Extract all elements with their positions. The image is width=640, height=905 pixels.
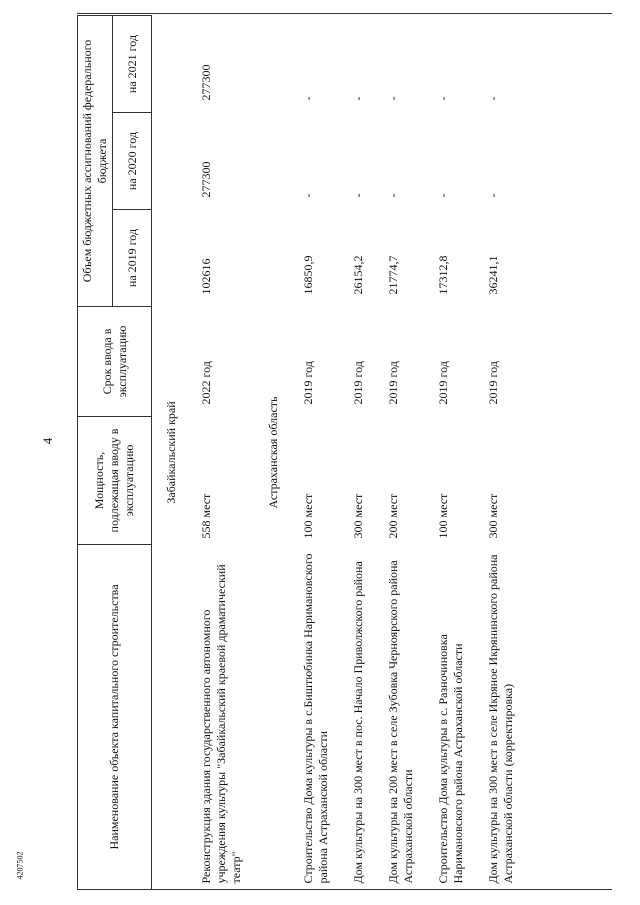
commissioning-date-cell: 2019 год	[436, 361, 450, 405]
construction-objects-table	[77, 15, 526, 890]
budget-2020-cell: -	[301, 193, 315, 198]
rotated-table-sheet	[77, 15, 612, 890]
budget-2021-cell: -	[386, 96, 400, 101]
budget-2021-cell: 277300	[199, 64, 213, 101]
object-name-cell: Дом культуры на 200 мест в селе Зубовка Черноярского района Астраханской области	[386, 560, 415, 884]
capacity-cell: 200 мест	[386, 493, 400, 539]
budget-2019-cell: 36241,1	[486, 255, 500, 295]
budget-2019-cell: 102616	[199, 258, 213, 295]
budget-2019-cell: 16850,9	[301, 255, 315, 295]
object-name-cell: Дом культуры на 300 мест в пос. Начало Приволжского района	[351, 561, 365, 884]
capacity-cell: 300 мест	[351, 493, 365, 539]
budget-2020-cell: -	[386, 193, 400, 198]
object-name-cell: Строительство Дома культуры в с.Биштюбинка Наримановского района Астраханской области	[301, 553, 330, 884]
budget-2021-cell: -	[486, 96, 500, 101]
object-name-cell: Строительство Дома культуры в с. Разночиновка Наримановского района Астраханской области	[436, 634, 465, 884]
budget-2020-cell: -	[486, 193, 500, 198]
header-commissioning-date: Срок ввода в эксплуатацию	[78, 307, 152, 417]
table-row	[291, 16, 341, 890]
capacity-cell: 100 мест	[301, 493, 315, 539]
budget-2020-cell: -	[436, 193, 450, 198]
commissioning-date-cell: 2019 год	[386, 361, 400, 405]
table-row	[376, 16, 426, 890]
budget-2021-cell: -	[301, 96, 315, 101]
budget-2021-cell: -	[351, 96, 365, 101]
budget-2020-cell: -	[351, 193, 365, 198]
object-name-cell: Дом культуры на 300 мест в селе Икряное Икрянинского района Астраханской области (корректировка)	[486, 554, 515, 884]
commissioning-date-cell: 2019 год	[301, 361, 315, 405]
table-row	[341, 16, 376, 890]
region-title: Астраханская область	[266, 396, 280, 509]
region-row	[152, 16, 190, 890]
header-capacity: Мощность, подлежащая вводу в эксплуатацию	[78, 417, 152, 545]
region-row	[254, 16, 291, 890]
table-body	[152, 16, 527, 890]
capacity-cell: 558 мест	[199, 493, 213, 539]
budget-2019-cell: 26154,2	[351, 255, 365, 295]
capacity-cell: 100 мест	[436, 493, 450, 539]
budget-2019-cell: 17312,8	[436, 255, 450, 295]
budget-2019-cell: 21774,7	[386, 255, 400, 295]
commissioning-date-cell: 2019 год	[351, 361, 365, 405]
header-year-2021: на 2021 год	[113, 16, 152, 113]
object-name-cell: Реконструкция здания государственного автономного учреждения культуры "Забайкальский краевой драматический театр"	[199, 564, 243, 884]
table-row	[426, 16, 476, 890]
header-year-2020: на 2020 год	[113, 113, 152, 210]
budget-2021-cell: -	[436, 96, 450, 101]
region-title: Забайкальский край	[164, 401, 178, 504]
capacity-cell: 300 мест	[486, 493, 500, 539]
commissioning-date-cell: 2022 год	[199, 361, 213, 405]
header-year-2019: на 2019 год	[113, 210, 152, 307]
page-number: 4	[40, 437, 55, 445]
header-budget: Объем бюджетных ассигнований федерального бюджета	[78, 16, 113, 307]
budget-2020-cell: 277300	[199, 161, 213, 198]
table-row	[476, 16, 526, 890]
header-object-name: Наименование объекта капитального строительства	[78, 545, 152, 890]
commissioning-date-cell: 2019 год	[486, 361, 500, 405]
table-row	[189, 16, 254, 890]
document-code: 4207502	[15, 851, 25, 880]
